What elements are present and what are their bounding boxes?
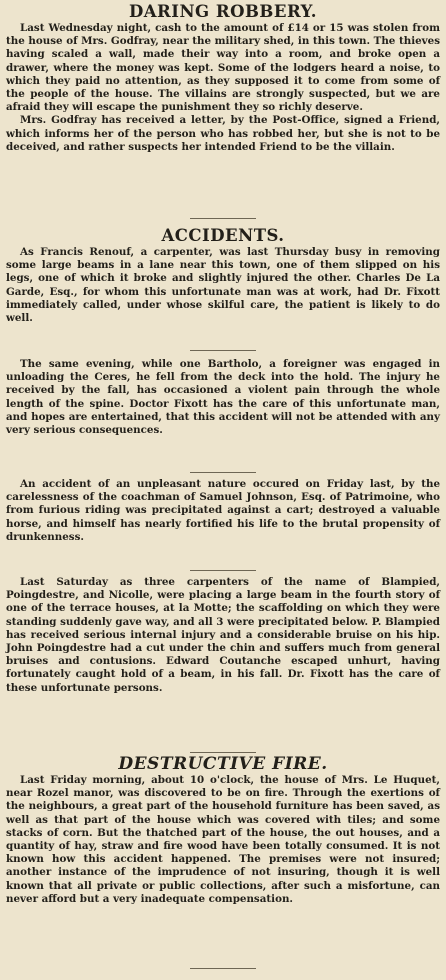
- article-bartholo: [6, 358, 440, 437]
- article-paragraph: Mrs. Godfray has received a letter, by the Post-Office, signed a Friend, which informs her of the person who has robbed her, but she is not to be deceived, and rather suspects her intended Friend to be the villain.: [6, 114, 440, 153]
- article-paragraph: An accident of an unpleasant nature occured on Friday last, by the carelessness of the coachman of Samuel Johnson, Esq. of Patrimoine, who from furious riding was precipitated against a cart; destroyed a valuable horse, and himself has nearly fortified his life to the brutal propensity of drunkenness.: [6, 478, 440, 543]
- article-accidents: [6, 226, 440, 325]
- article-destructive-fire: [6, 754, 440, 906]
- article-paragraph: As Francis Renouf, a carpenter, was last Thursday busy in removing some large beams in a lane near this town, one of them slipped on his legs, one of which it broke and slightly injured the other. Charles De La Garde, Esq., for whom this unfortunate man was at work, had Dr. Fixott immediately called, under whose skilful care, the patient is likely to do well.: [6, 246, 440, 325]
- article-daring-robbery: [6, 2, 440, 154]
- headline-destructive-fire: DESTRUCTIVE FIRE.: [118, 754, 328, 774]
- separator-rule: [190, 752, 256, 753]
- separator-rule: [190, 472, 256, 473]
- article-coachman: [6, 478, 440, 544]
- separator-rule: [190, 218, 256, 219]
- headline-accidents: ACCIDENTS.: [161, 226, 285, 245]
- article-paragraph: Last Friday morning, about 10 o'clock, the house of Mrs. Le Huquet, near Rozel manor, was discovered to be on fire. Through the exertions of the neighbours, a great part of the household furniture has been saved, as well as that part of the house which was covered with tiles; and some stacks of corn. But the thatched part of the house, the out houses, and a quantity of hay, straw and fire wood have been totally consumed. It is not known how this accident happened. The premises were not insured; another instance of the imprudence of not insuring, though it is well known that all private or public collections, after such a misfortune, can never afford but a very inadequate compensation.: [6, 774, 440, 905]
- article-paragraph: Last Saturday as three carpenters of the name of Blampied, Poingdestre, and Nicolle, were placing a large beam in the fourth story of one of the terrace houses, at la Motte; the scaffolding on which they were standing suddenly gave way, and all 3 were precipitated below. P. Blampied has received serious internal injury and a considerable bruise on his hip. John Poingdestre had a cut under the chin and suffers much from general bruises and contusions. Edward Coutanche escaped unhurt, having fortunately caught hold of a beam, in his fall. Dr. Fixott has the care of these unfortunate persons.: [6, 576, 440, 694]
- article-carpenters: [6, 576, 440, 695]
- article-paragraph: Last Wednesday night, cash to the amount of £14 or 15 was stolen from the house of Mrs. Godfray, near the military shed, in this town. The thieves having scaled a wall, made their way into a room, and broke open a drawer, where the money was kept. Some of the lodgers heard a noise, to which they paid no attention, as they supposed it to come from some of the people of the house. The villains are strongly suspected, but we are afraid they will escape the punishment they so richly deserve.: [6, 22, 440, 114]
- headline-daring-robbery: DARING ROBBERY.: [128, 2, 318, 21]
- article-paragraph: The same evening, while one Bartholo, a foreigner was engaged in unloading the Ceres, he fell from the deck into the hold. The injury he received by the fall, has occasioned a violent pain through the whole length of the spine. Doctor Fixott has the care of this unfortunate man, and hopes are entertained, that this accident will not be attended with any very serious consequences.: [6, 358, 440, 437]
- separator-rule: [190, 350, 256, 351]
- separator-rule: [190, 968, 256, 969]
- separator-rule: [190, 570, 256, 571]
